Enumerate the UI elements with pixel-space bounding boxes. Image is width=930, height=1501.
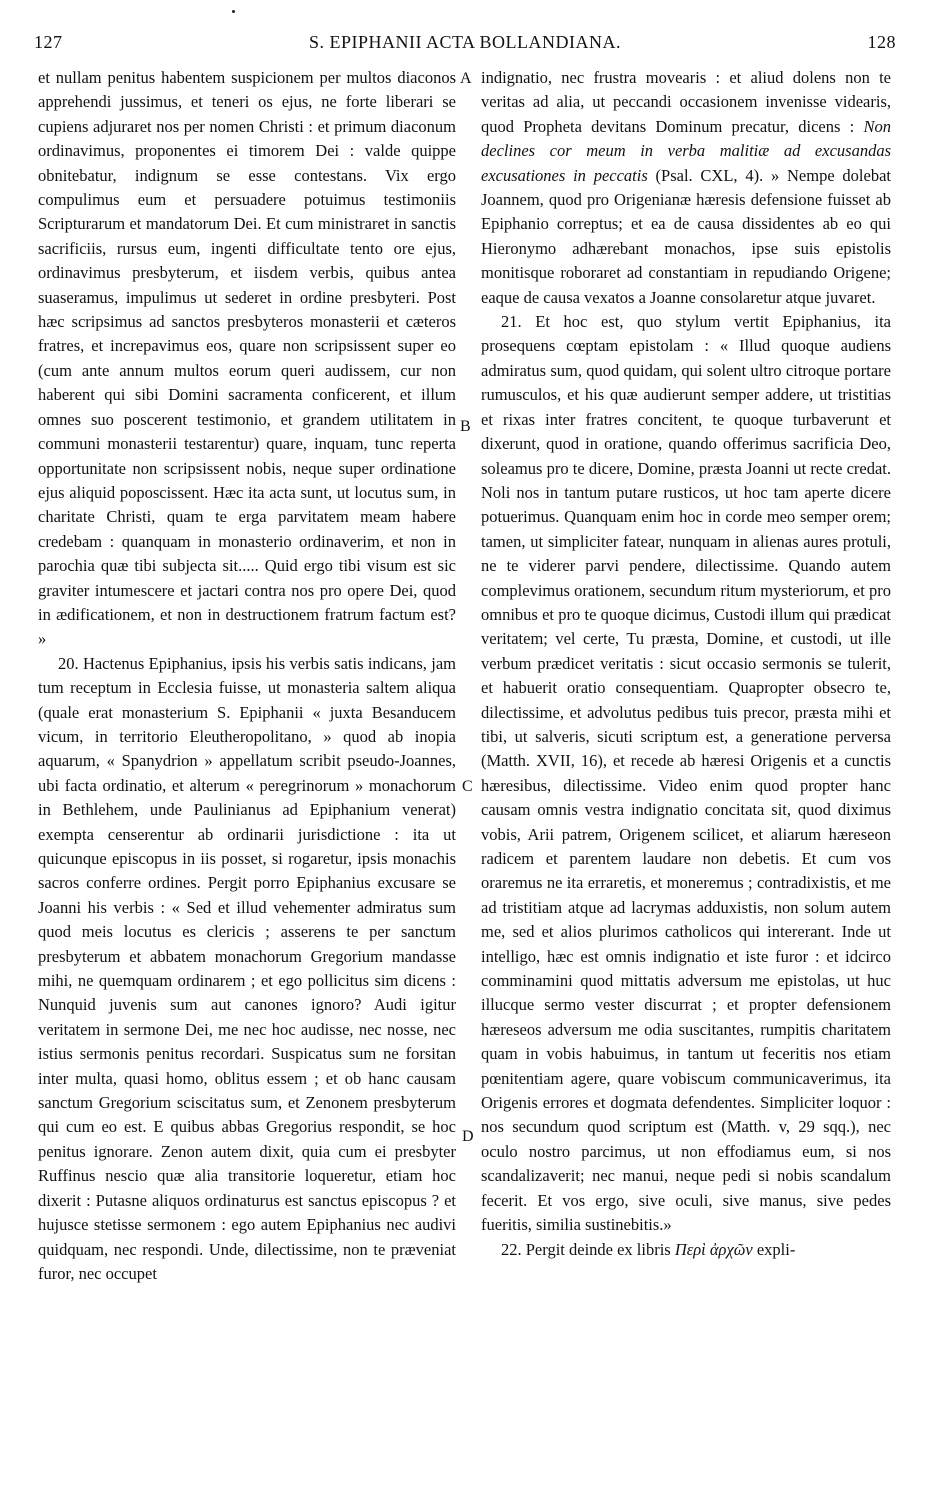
right-paragraph-2 bbox=[481, 310, 891, 1237]
page-number-right: 128 bbox=[867, 32, 896, 52]
margin-marker-a: A bbox=[460, 70, 472, 87]
margin-marker-b: B bbox=[460, 418, 471, 435]
left-paragraph-1: et nullam penitus habentem suspicionem per multos diaconos apprehendi jussimus, et teneri os ejus, ne forte liberari se cupiens adjuraret nos per nomen Christi : et primum diaconum ordinavimus, proponentes ei timorem Dei : valde quippe obnitebatur, indignum se esse contestans. Vix ergo compulimus eum et persuadere potuimus testimoniis Scripturarum et mandatorum Dei. Et cum ministraret in sanctis sacrificiis, rursus eum, ingenti difficultate tento ore ejus, ordinavimus presbyterum, et iisdem verbis, quibus antea suaseramus, impulimus ut sederet in ordine presbyteri. Post hæc scripsimus ad sanctos presbyteros monasterii et cæteros fratres, et increpavimus eos, quare non scripsissent super eo (cum ante annum multos eorum queri audissem, cur non haberent qui sibi Domini sacramenta conficerent, et illum omnes suo poscerent testimonio, et grandem utilitatem in communi monasterii testarentur) quare, inquam, tunc reperta opportunitate non scripsissent nobis, neque super ordinatione ejus aliquid poposcissent. Hæc ita acta sunt, ut locutus sum, in charitate Christi, quam te erga parvitatem meam habere credebam : quanquam in monasterio ordinaverim, et non in parochia quæ tibi subjecta sit..... Quid ergo tibi visum est sic graviter intumescere et jactari contra nos pro opere Dei, quod in ædificationem, et non in destructionem fratrum factum est? » bbox=[38, 68, 456, 649]
ink-dot bbox=[232, 10, 235, 13]
text-run: (Psal. CXL, 4). » Nempe dolebat Joannem, quod pro Origenianæ hæresis defensione fuisset ab Epiphanio correptus; et ea de causa dissidentes ab eo qui Hieronymo adhærebant monachos, ipse suis epistolis monitisque roboraret ad constantiam in repudiando Origene; eaque de causa vexatos a Joanne consolaretur atque juvaret. bbox=[481, 165, 891, 307]
page-header bbox=[34, 32, 896, 56]
left-column bbox=[38, 66, 456, 1286]
text-run: 22. Pergit deinde ex libris bbox=[501, 1239, 675, 1259]
text-run: 21. Et hoc est, quo stylum vertit Epiphanius, ita prosequens cœptam epistolam : « Illud quoque audiens admiratus sum, quod quidam, qui solent ultro citroque portare rumusculos, et his quæ audierunt semper addere, ut tristitias et rixas inter fratres concitent, te quoque turbaverunt et dixerunt, quod in oratione, quando offerimus sacrificia Deo, soleamus pro te dicere, Domine, præsta Joanni ut recte credat. Noli nos in tantum putare rusticos, ut hoc tam aperte dicere potuerimus. Quanquam enim hoc in corde meo semper orem; tamen, ut simpliciter fatear, nunquam in alienas aures protuli, ne te viderer parvi pendere, dilectissime. Quando autem complevimus orationem, secundum ritum mysteriorum, et pro omnibus et pro te quoque dicimus, Custodi illum qui prædicat veritatem; vel certe, Tu præsta, Domine, et custodi, ut ille verbum prædicet veritatis : sicut occasio sermonis se tulerit, et habuerit oratio consequentiam. Quapropter obsecro te, dilectissime, et advolutus pedibus tuis precor, præsta mihi et tibi, ut salveris, sicuti scriptum est, a generatione perversa (Matth. XVII, 16), et recede ab hæresi Origenis et a cunctis hæresibus, dilectissime. Video enim quod propter hanc causam omnis vestra indignatio concitata sit, quod diximus vobis, Arii patrem, Origenem scilicet, et aliarum hæreseon radicem et parentem laudare non debetis. Et cum vos oraremus ne ita erraretis, et moneremus ; contradixistis, et me ad tristitiam atque ad lacrymas adduxistis, non solum autem me, sed et alios plurimos catholicos qui intererant. Inde ut intelligo, hæc est omnis indignatio et iste furor : et idcirco comminamini quod mittatis adversum me epistolas, ut huc illucque sermo vester discurrat ; et propter defensionem hæreseos adversum me odia suscitantes, rumpitis charitatem quam in vobis habuimus, in tantum ut feceritis nos etiam pœnitentiam agere, quare vobiscum communicaverimus, ita Origenis errores et dogmata defendentes. Simpliciter loquor : nos secundum quod scriptum est (Matth. v, 29 sqq.), nec oculo nostro parcimus, ut non effodiamus eum, si nos scandalizaverit; nec manui, neque pedi si nobis scandalum fecerit. Et vos ergo, sive oculi, sive manus, sive pedes fueritis, similia sustinebitis.» bbox=[481, 312, 891, 1235]
right-column bbox=[481, 66, 891, 1262]
italic-quote: Non declines cor meum in verba malitiæ ad excusandas excusationes in peccatis bbox=[481, 116, 891, 185]
greek-title: Περὶ ἀρχῶν bbox=[674, 1239, 753, 1259]
left-paragraph-2: 20. Hactenus Epiphanius, ipsis his verbis satis indicans, jam tum receptum in Ecclesia fuisse, ut monasteria saltem aliqua (quale erat monasterium S. Epiphanii « juxta Besanducem vicum, in territorio Eleutheropolitano, » quod ab inopia aquarum, « Spanydrion » appellatum scribit pseudo-Joannes, ubi facta ordinatio, et alterum « peregrinorum » monachorum in Bethlehem, unde Paulinianus ad Epiphanium venerat) exempta censerentur ab ordinarii jurisdictione : ita ut quicunque episcopus in iis posset, si rogaretur, ipsis monachis sacros conferre ordines. Pergit porro Epiphanius excusare se Joanni his verbis : « Sed et illud vehementer admiratus sum quod meis locutus es clericis ; asserens te per sanctum presbyterum et abbatem monachorum Gregorium mandasse mihi, ne quemquam ordinarem ; et ego pollicitus sim dicens : Nunquid juvenis sum aut canones ignoro? Audi igitur veritatem in sermone Dei, me nec hoc audisse, nec nosse, nec istius sermonis penitus recordari. Suspicatus sum ne forsitan inter multa, quasi homo, oblitus essem ; et ob hanc causam sanctum Gregorium sciscitatus sum, et Zenonem presbyterum qui cum eo est. E quibus abbas Gregorius respondit, se hoc penitus ignorare. Zenon autem dixit, quia cum ei presbyter Ruffinus nescio quæ alia transitorie loqueretur, etiam hoc dixerit : Putasne aliquos ordinaturus est sanctus episcopus ? et hujusce stetisse sermonem : ego autem Epiphanius nec audivi quidquam, nec respondi. Unde, dilectissime, non te præveniat furor, nec occupet bbox=[38, 653, 456, 1283]
right-paragraph-1 bbox=[481, 66, 891, 310]
margin-marker-d: D bbox=[462, 1128, 474, 1145]
running-title: S. EPIPHANII ACTA BOLLANDIANA. bbox=[308, 32, 622, 52]
right-paragraph-3 bbox=[481, 1238, 891, 1262]
text-run: expli- bbox=[752, 1239, 796, 1259]
text-run: indignatio, nec frustra movearis : et aliud dolens non te veritas ad alia, ut peccandi occasionem invenisse videaris, quod Propheta devitans Dominum precatur, dicens : bbox=[481, 68, 891, 136]
margin-marker-c: C bbox=[462, 778, 473, 795]
page-number-left: 127 bbox=[34, 32, 63, 52]
